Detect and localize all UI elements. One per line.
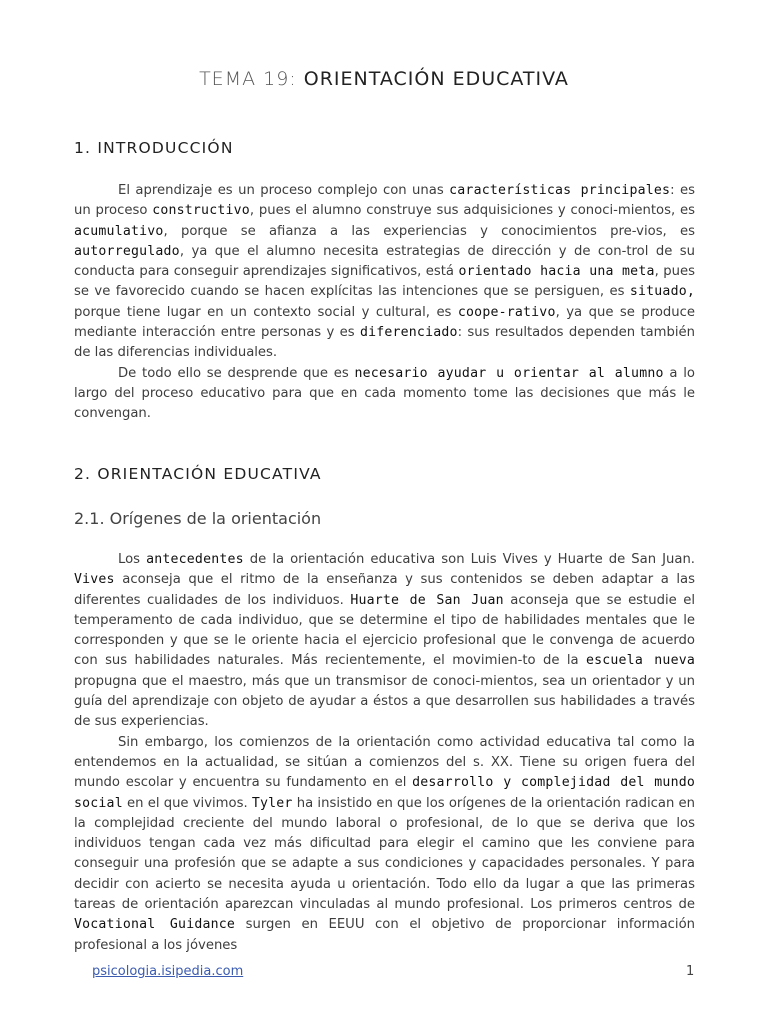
title-prefix: TEMA 19:	[199, 68, 297, 90]
section-heading-introduccion: 1. INTRODUCCIÓN	[74, 139, 234, 157]
text-run: De todo ello se desprende que es	[118, 365, 355, 381]
section-heading-orientacion: 2. ORIENTACIÓN EDUCATIVA	[74, 465, 322, 483]
key-term: situado,	[629, 284, 695, 300]
key-term: acumulativo	[74, 223, 164, 239]
text-run: ha insistido en que los orígenes de la orientación radican en la complejidad creciente del mundo laboral o profesional, de lo que se deriva que los individuos tengan cada vez más dificultad para elegir el camino que les conviene para conseguir una profesión que se adapte a sus condiciones y capacidades personales. Y para decidir con acierto se necesita ayuda u orientación. Todo ello da lugar a que las primeras tareas de orientación aparezcan vinculadas al mundo profesional. Los primeros centros de	[74, 795, 696, 913]
paragraph	[74, 550, 695, 733]
section-introduccion-body	[74, 181, 695, 425]
page-number: 1	[686, 964, 695, 979]
title-main: ORIENTACIÓN EDUCATIVA	[303, 68, 569, 90]
text-run: Los	[118, 552, 147, 567]
text-run: aconseja que el ritmo de la enseñanza y sus contenidos se deben adaptar a las diferentes cualidades de los individuos.	[74, 572, 695, 608]
key-term: constructivo	[152, 203, 250, 219]
section-origenes-body	[74, 550, 695, 956]
key-term: autorregulado	[74, 243, 180, 259]
text-run: El aprendizaje es un proceso complejo con unas	[118, 183, 450, 198]
paragraph	[74, 733, 695, 956]
document-title	[0, 68, 768, 90]
key-term: diferenciado	[359, 325, 458, 341]
key-term: Tyler	[251, 795, 293, 811]
text-run: surgen en EEUU con el objetivo de proporcionar información profesional a los jóvenes	[74, 917, 695, 953]
key-term: Vives	[74, 572, 115, 588]
paragraph	[74, 181, 695, 364]
key-term: coope-rativo	[457, 304, 556, 320]
key-term: antecedentes	[146, 552, 244, 567]
key-term: escuela nueva	[585, 653, 695, 669]
text-run: de la orientación educativa son Luis Vives y Huarte de San Juan.	[243, 552, 695, 567]
text-run: , ya que el alumno necesita estrategias de dirección y de con-trol de su conducta para conseguir aprendizajes significativos, está	[74, 243, 695, 280]
text-run: : sus resultados dependen también de las diferencias individuales.	[74, 325, 695, 361]
text-run: : es un proceso	[74, 183, 695, 219]
text-run: , pues el alumno construye sus adquisiciones y conoci-mientos, es	[249, 203, 695, 219]
paragraph	[74, 364, 695, 425]
text-run: aconseja que se estudie el temperamento de cada individuo, que se determine el tipo de habilidades mentales que le corresponden y que se le oriente hacia el ejercicio profesional que le convenga de acuerdo con sus habilidades naturales. Más recientemente, el movimien-to de la	[74, 592, 695, 669]
key-term: Huarte de San Juan	[350, 592, 504, 608]
text-run: a lo largo del proceso educativo para que en cada momento tome las decisiones que más le convengan.	[74, 365, 695, 422]
text-run: propugna que el maestro, más que un transmisor de conoci-mientos, sea un orientador y un guía del aprendizaje con objeto de ayudar a éstos a que desarrollen sus habilidades a través de sus experiencias.	[74, 673, 695, 730]
text-run: Sin embargo, los comienzos de la orientación como actividad educativa tal como la entendemos en la actualidad, se sitúan a comienzos del s. XX. Tiene su origen fuera del mundo escolar y encuentra su fundamento en el	[74, 734, 695, 791]
text-run: , porque se afianza a las experiencias y conocimientos pre-vios, es	[163, 223, 695, 239]
text-run: , pues se ve favorecido cuando se hacen explícitas las intenciones que se persiguen, es	[74, 264, 695, 300]
key-term: características principales	[449, 183, 671, 198]
key-term: orientado hacia una meta	[458, 264, 655, 280]
key-term: desarrollo y complejidad del mundo social	[74, 775, 695, 811]
footer-site-link[interactable]: psicologia.isipedia.com	[92, 964, 244, 979]
key-term: necesario ayudar u orientar al alumno	[354, 365, 664, 381]
text-run: en el que vivimos.	[122, 795, 252, 811]
text-run: porque tiene lugar en un contexto social y cultural, es	[74, 304, 458, 320]
key-term: Vocational Guidance	[74, 917, 236, 933]
text-run: , ya que se produce mediante interacción entre personas y es	[74, 304, 696, 341]
subsection-heading-origenes: 2.1. Orígenes de la orientación	[74, 509, 322, 528]
